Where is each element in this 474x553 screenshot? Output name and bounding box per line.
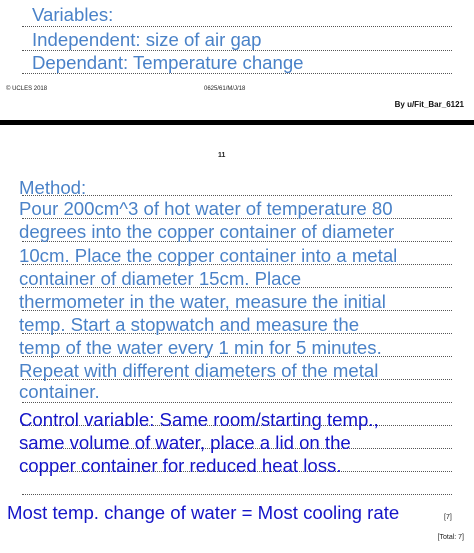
answer-line bbox=[22, 26, 452, 27]
method-line: container. bbox=[19, 381, 100, 402]
variables-heading: Variables: bbox=[32, 4, 114, 25]
method-line: temp. Start a stopwatch and measure the bbox=[19, 314, 360, 335]
method-line: Pour 200cm^3 of hot water of temperature 80 bbox=[19, 198, 393, 219]
answer-line bbox=[22, 195, 452, 196]
answer-line bbox=[22, 73, 452, 74]
method-line: temp of the water every 1 min for 5 minutes. bbox=[19, 337, 382, 358]
total-marks: [Total: 7] bbox=[437, 534, 464, 541]
method-line: degrees into the copper container of diameter bbox=[19, 221, 395, 242]
marks-label: [7] bbox=[444, 514, 452, 521]
dependant-variable: Dependant: Temperature change bbox=[32, 52, 304, 73]
method-line: thermometer in the water, measure the initial bbox=[19, 291, 386, 312]
control-line: Control variable: Same room/starting temp., bbox=[19, 409, 379, 430]
paper-code: 0625/61/M/J/18 bbox=[204, 86, 246, 92]
method-line: 10cm. Place the copper container into a metal bbox=[19, 245, 398, 266]
method-line: container of diameter 15cm. Place bbox=[19, 268, 302, 289]
method-line: Method: bbox=[19, 177, 87, 198]
page-number: 11 bbox=[218, 152, 226, 159]
independent-variable: Independent: size of air gap bbox=[32, 29, 262, 50]
control-line: copper container for reduced heat loss. bbox=[19, 455, 342, 476]
answer-line bbox=[22, 402, 452, 403]
method-line: Repeat with different diameters of the metal bbox=[19, 360, 379, 381]
control-line: same volume of water, place a lid on the bbox=[19, 432, 351, 453]
copyright-text: © UCLES 2018 bbox=[6, 86, 48, 92]
page-divider bbox=[0, 120, 474, 125]
conclusion-text: Most temp. change of water = Most cooling rate bbox=[7, 502, 400, 523]
credit-text: By u/Fit_Bar_6121 bbox=[394, 100, 464, 109]
answer-line bbox=[22, 494, 452, 495]
answer-line bbox=[22, 50, 452, 51]
